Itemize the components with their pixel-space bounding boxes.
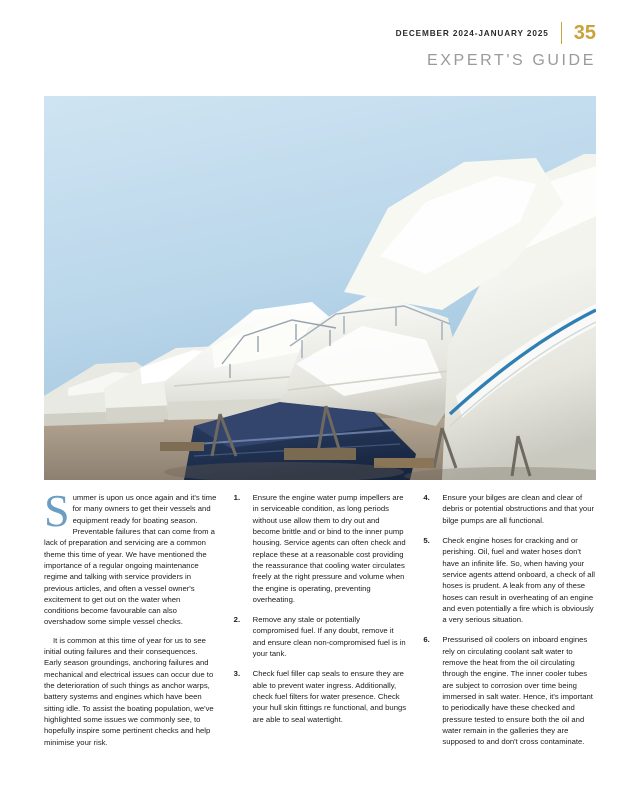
list-item-number: 1.: [233, 493, 241, 502]
page-header: [396, 22, 596, 44]
list-item-text: Pressurised oil coolers on inboard engines rely on circulating coolant salt water to remove the heat from the oil circulating through the engine. The inner cooler tubes are subject to corrosion over time being immersed in salt water. Hence, it's important to periodically have these checked and pressure tested to ensure both the oil and water remain in the galleries they are supposed to and don't cross contaminate.: [442, 635, 593, 747]
list-item: [423, 634, 596, 747]
section-title: EXPERT'S GUIDE: [427, 52, 596, 69]
list-item-text: Ensure the engine water pump impellers are in serviceable condition, as long periods without use allow them to dry out and become brittle and or bind to the inner pump housing. Service agents can often check and replace these at a reasonable cost providing the reassurance that cooling water circulates freely at the right pressure and volume when the engine is operating, preventing overheating.: [252, 493, 406, 604]
drop-cap: S: [44, 485, 70, 536]
article-paragraph-1-text: ummer is upon us once again and it's time for many owners to get their vessels and equipment ready for boating season. Preventable failures that can come from a lack of preparation and servicing are a common theme this time of year. We have mentioned the importance of a regular ongoing maintenance regime and talking with service providers in previous articles, and often a vessel owner's excitement to get out on the water when conditions become favourable can also overshadow some simple vessel checks.: [44, 493, 217, 627]
list-item-number: 2.: [233, 615, 241, 625]
header-divider: [561, 22, 562, 44]
list-item: [423, 492, 596, 526]
list-item-text: Check engine hoses for cracking and or perishing. Oil, fuel and water hoses don't have an infinite life. So, when having your service agents attend onboard, a check of all hoses is prudent. A leak from any of these hoses can result in overheating of an engine and even potentially a fire which is obviously a very serious situation.: [442, 535, 595, 625]
list-item: [423, 535, 596, 626]
article-paragraph-1: [44, 485, 217, 628]
list-item: [234, 492, 407, 605]
list-item-number: 6.: [423, 635, 430, 645]
list-item: [234, 614, 407, 659]
article-paragraph-2: It is common at this time of year for us to see initial outing failures and their consequences. Early season groundings, anchoring failures and mechanical and electrical issues can occur due to the deterioration of such things as anchor warps, battery systems and engines which have been sitting idle. To assist the boating population, we've highlighted some issues we commonly see, to hopefully inspire some pertinent checks and help minimise your risk.: [44, 635, 214, 747]
list-item: [234, 668, 407, 725]
article-columns: [44, 485, 596, 757]
list-item-number: 4.: [423, 493, 430, 502]
page-number: 35: [573, 22, 596, 44]
column-3: [423, 492, 596, 757]
checklist-part-1: [234, 492, 407, 725]
column-2: [234, 492, 407, 757]
issue-date: DECEMBER 2024-JANUARY 2025: [395, 28, 549, 38]
photo-illustration: [44, 96, 596, 480]
boats-on-hardstanding-photo: [44, 96, 596, 480]
list-item-text: Ensure your bilges are clean and clear of debris or potential obstructions and that your bilge pumps are all functional.: [442, 493, 595, 525]
list-item-text: Check fuel filler cap seals to ensure they are able to prevent water ingress. Additionally, check fuel filters for water presence. Check your hull skin fittings re functional, and bungs are able to seal watertight.: [252, 669, 407, 724]
checklist-part-2: [423, 492, 596, 748]
list-item-number: 3.: [233, 669, 241, 679]
column-1: [44, 485, 217, 757]
list-item-text: Remove any stale or potentially compromised fuel. If any doubt, remove it and ensure clean non-compromised fuel is in your tank.: [252, 615, 406, 659]
list-item-number: 5.: [423, 535, 430, 545]
